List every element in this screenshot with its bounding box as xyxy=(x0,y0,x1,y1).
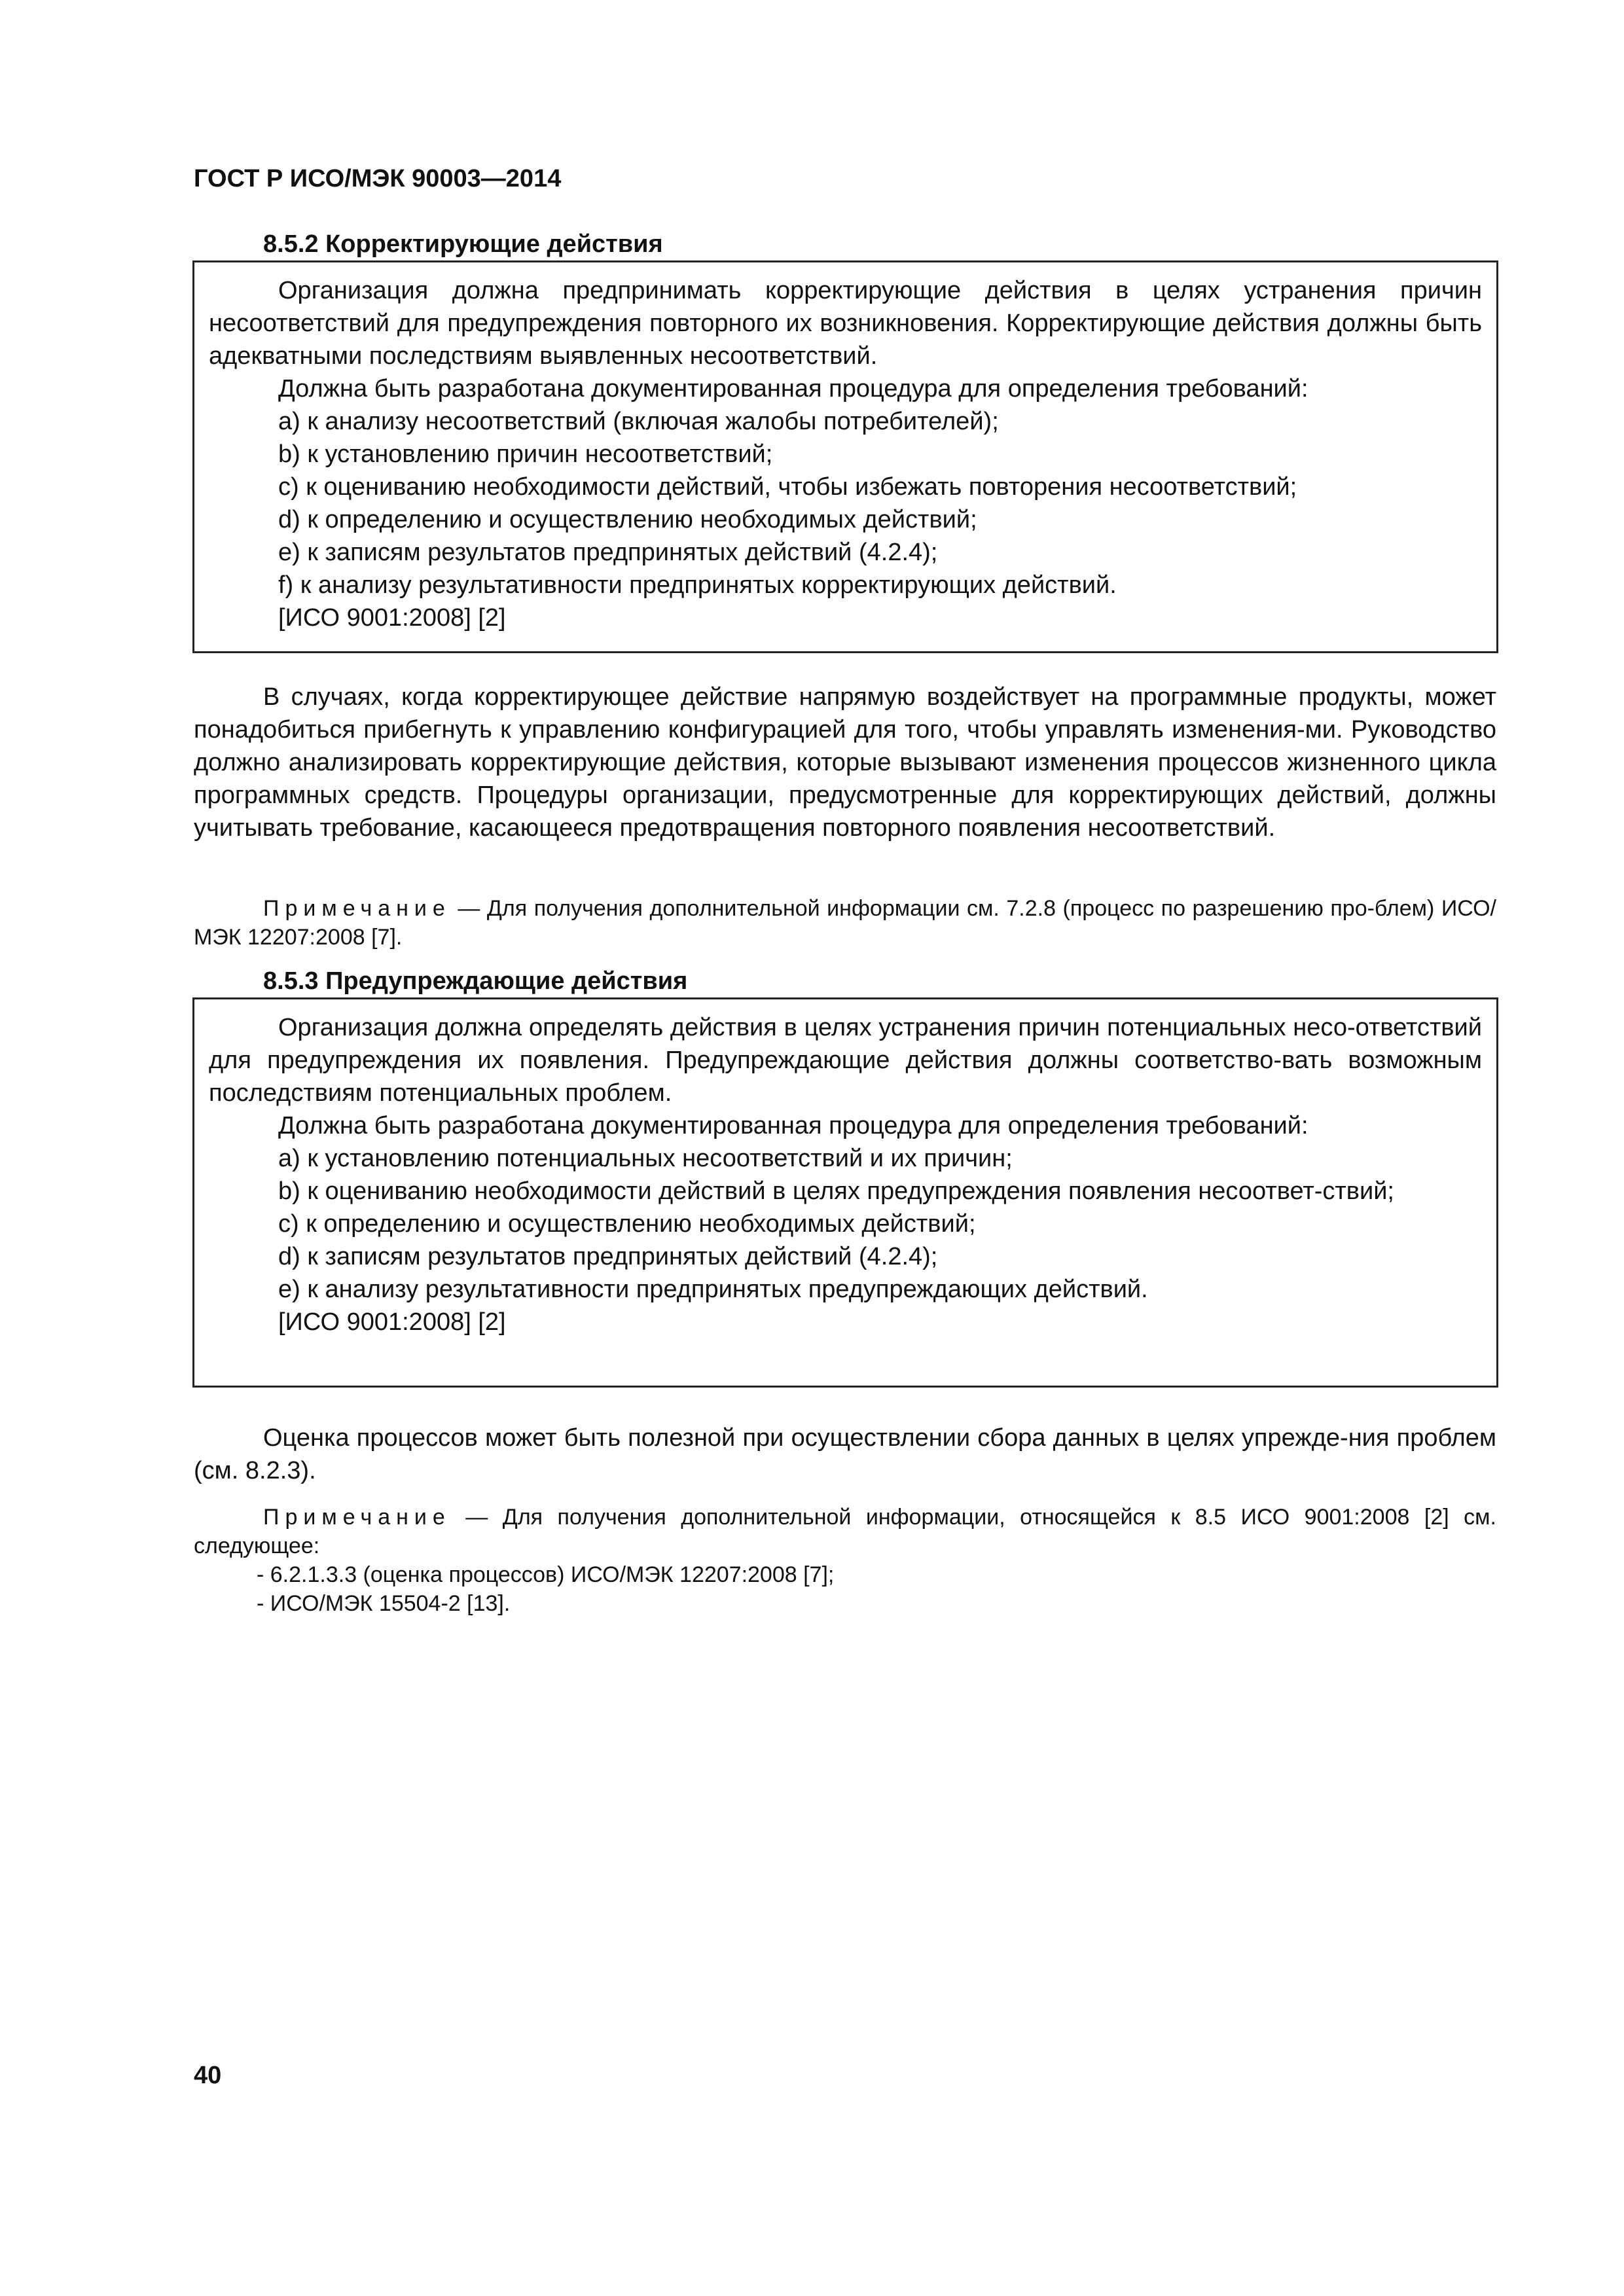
body-paragraph: Оценка процессов может быть полезной при осуществлении сбора данных в целях упрежде-ния проблем (см. 8.2.3). xyxy=(194,1424,1496,1484)
note-body xyxy=(194,1503,1496,1560)
list-item: b) к установлению причин несоответствий; xyxy=(278,440,773,468)
list-item: a) к установлению потенциальных несоответствий и их причин; xyxy=(278,1145,1013,1172)
note-list-item: - 6.2.1.3.3 (оценка процессов) ИСО/МЭК 12207:2008 [7]; xyxy=(257,1562,835,1587)
note-label: Примечание xyxy=(263,896,451,921)
list-item: e) к анализу результативности предпринятых предупреждающих действий. xyxy=(278,1276,1148,1303)
list-item: c) к оцениванию необходимости действий, чтобы избежать повторения несоответствий; xyxy=(278,473,1297,501)
quote-paragraph: Организация должна предпринимать корректирующие действия в целях устранения причин несоответствий для предупреждения повторного их возникновения. Корректирующие действия должны быть адекватными последствиям выявленных несоответствий. xyxy=(209,277,1482,370)
list-item: b) к оцениванию необходимости действий в целях предупреждения появления несоответ-ствий; xyxy=(278,1177,1394,1205)
note-text: — Для получения дополнительной информации см. 7.2.8 (процесс по разрешению про-блем) ИСО/МЭК 12207:2008 [7]. xyxy=(194,896,1497,950)
quote-paragraph: Должна быть разработана документированная процедура для определения требований: xyxy=(278,1112,1308,1139)
quote-paragraph: Организация должна определять действия в целях устранения причин потенциальных несо-ответствий для предупреждения их появления. Предупреждающие действия должны соответство-вать возможным последствиям потенциальных проблем. xyxy=(209,1014,1482,1107)
list-item: d) к записям результатов предпринятых действий (4.2.4); xyxy=(278,1243,938,1270)
page-number: 40 xyxy=(194,2062,222,2089)
iso-quote-box-852 xyxy=(192,260,1498,653)
document-header: ГОСТ Р ИСО/МЭК 90003—2014 xyxy=(194,165,562,192)
list-item: d) к определению и осуществлению необходимых действий; xyxy=(278,506,977,533)
quote-reference: [ИСО 9001:2008] [2] xyxy=(278,1308,506,1336)
iso-quote-box-853 xyxy=(192,997,1498,1388)
note-list-item: - ИСО/МЭК 15504-2 [13]. xyxy=(257,1591,511,1616)
list-item: e) к записям результатов предпринятых действий (4.2.4); xyxy=(278,539,938,566)
quote-paragraph: Должна быть разработана документированная процедура для определения требований: xyxy=(278,375,1308,403)
section-heading-853: 8.5.3 Предупреждающие действия xyxy=(263,967,688,995)
note xyxy=(194,1503,1496,1618)
body-paragraph: В случаях, когда корректирующее действие напрямую воздействует на программные продукты, может понадобиться прибегнуть к управлению конфигурацией для того, чтобы управлять изменения-ми. Руководство должно анализировать корректирующие действия, которые вызывают изменения процессов жизненного цикла программных средств. Процедуры организации, предусмотренные для корректирующих действий, должны учитывать требование, касающееся предотвращения повторного появления несоответствий. xyxy=(194,683,1496,842)
list-item: c) к определению и осуществлению необходимых действий; xyxy=(278,1210,976,1238)
quote-reference: [ИСО 9001:2008] [2] xyxy=(278,604,506,632)
note xyxy=(194,894,1496,952)
list-item: f) к анализу результативности предпринятых корректирующих действий. xyxy=(278,571,1117,599)
list-item: a) к анализу несоответствий (включая жалобы потребителей); xyxy=(278,408,999,435)
note-text: — Для получения дополнительной информации, относящейся к 8.5 ИСО 9001:2008 [2] см. следующее: xyxy=(194,1505,1496,1558)
section-heading-852: 8.5.2 Корректирующие действия xyxy=(263,230,663,258)
note-label: Примечание xyxy=(263,1505,451,1530)
